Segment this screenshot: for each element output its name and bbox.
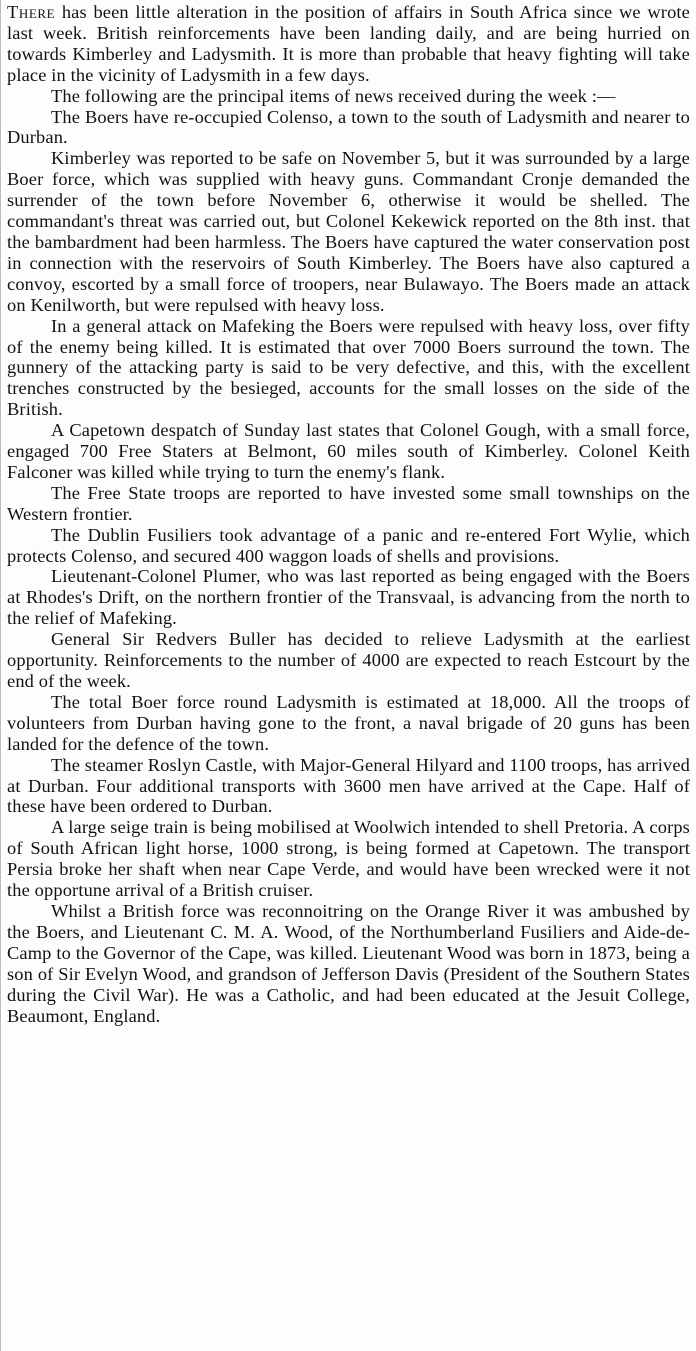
paragraph-seige-train: A large seige train is being mobilised at Woolwich intended to shell Pretoria. A corps of South African light horse, 1000 strong, is being formed at Capetown. The transport Persia broke her shaft when near Cape Verde, and would have been wrecked were it not the opportune arrival of a British cruiser. (7, 817, 690, 901)
paragraph-kimberley: Kimberley was reported to be safe on November 5, but it was surrounded by a large Boer force, which was supplied with heavy guns. Commandant Cronje demanded the surrender of the town before November 6, otherwise it would be shelled. The commandant's threat was carried out, but Colonel Kekewick reported on the 8th inst. that the bambardment had been harmless. The Boers have captured the water conservation post in connection with the reservoirs of South Kimberley. The Boers have also captured a convoy, escorted by a small force of troopers, near Bulawayo. The Boers made an attack on Kenilworth, but were repulsed with heavy loss. (7, 148, 690, 315)
paragraph-fort-wylie: The Dublin Fusiliers took advantage of a panic and re-entered Fort Wylie, which protects Colenso, and secured 400 waggon loads of shells and provisions. (7, 524, 690, 566)
paragraph-wood: Whilst a British force was reconnoitring on the Orange River it was ambushed by the Boers, and Lieutenant C. M. A. Wood, of the Northumberland Fusiliers and Aide-de-Camp to the Governor of the Cape, was killed. Lieutenant Wood was born in 1873, being a son of Sir Evelyn Wood, and grandson of Jefferson Davis (President of the Southern States during the Civil War). He was a Catholic, and had been educated at the Jesuit College, Beaumont, England. (7, 900, 690, 1026)
paragraph-roslyn-castle: The steamer Roslyn Castle, with Major-General Hilyard and 1100 troops, has arrived at Durban. Four additional transports with 3600 men have arrived at the Cape. Half of these have been ordered to Durban. (7, 754, 690, 817)
paragraph-buller: General Sir Redvers Buller has decided to relieve Ladysmith at the earliest opportunity. Reinforcements to the number of 4000 are expected to reach Estcourt by the end of the week. (7, 629, 690, 691)
lead-word: There (7, 2, 56, 22)
paragraph-intro (7, 2, 690, 86)
paragraph-free-state: The Free State troops are reported to have invested some small townships on the Western frontier. (7, 482, 690, 524)
paragraph-colenso: The Boers have re-occupied Colenso, a town to the south of Ladysmith and nearer to Durban. (7, 106, 690, 148)
paragraph-news-intro: The following are the principal items of news received during the week :— (51, 85, 616, 106)
article-body (7, 2, 690, 1026)
paragraph-mafeking: In a general attack on Mafeking the Boers were repulsed with heavy loss, over fifty of the enemy being killed. It is estimated that over 7000 Boers surround the town. The gunnery of the attacking party is said to be very defective, and this, with the excellent trenches constructed by the besieged, accounts for the small losses on the side of the British. (7, 315, 690, 420)
paragraph-belmont: A Capetown despatch of Sunday last states that Colonel Gough, with a small force, engaged 700 Free Staters at Belmont, 60 miles south of Kimberley. Colonel Keith Falconer was killed while trying to turn the enemy's flank. (7, 420, 690, 482)
paragraph-boer-force: The total Boer force round Ladysmith is estimated at 18,000. All the troops of volunteers from Durban having gone to the front, a naval brigade of 20 guns has been landed for the defence of the town. (7, 691, 690, 754)
paragraph-plumer: Lieutenant-Colonel Plumer, who was last reported as being engaged with the Boers at Rhodes's Drift, on the northern frontier of the Transvaal, is advancing from the north to the relief of Mafeking. (7, 566, 690, 629)
intro-text: has been little alteration in the position of affairs in South Africa since we wrote last week. British reinforcements have been landing daily, and are being hurried on towards Kimberley and Ladysmith. It is more than probable that heavy fighting will take place in the vicinity of Ladysmith in a few days. (7, 2, 690, 85)
